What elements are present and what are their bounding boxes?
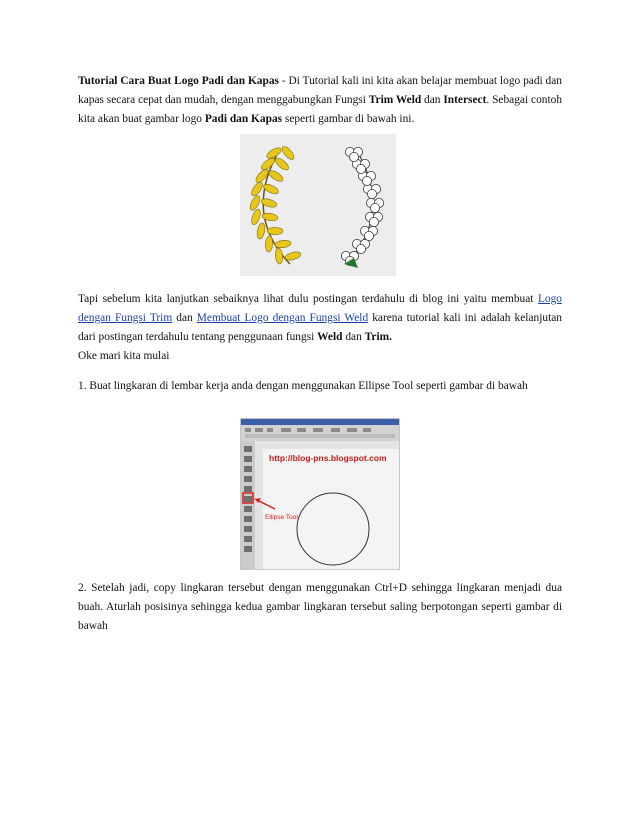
padi-grain — [260, 156, 277, 172]
padi-grain — [267, 227, 283, 234]
toolbox-icons — [244, 446, 252, 552]
reference-paragraph — [78, 290, 562, 347]
tutorial-title: Tutorial Cara Buat Logo Padi dan Kapas — [78, 75, 279, 87]
kapas-bolls — [341, 147, 383, 265]
kapas-boll — [369, 217, 378, 226]
step-1-paragraph: 1. Buat lingkaran di lembar kerja anda dengan menggunakan Ellipse Tool seperti gambar di bawah — [78, 380, 528, 392]
kapas-boll — [356, 244, 365, 253]
kapas-boll — [364, 231, 373, 240]
padi-grain — [284, 250, 301, 261]
ref-text-3: karena tutorial kali ini adalah kelanjutan dari postingan terdahulu tentang penggunaan fungsi — [78, 312, 562, 343]
canvas — [263, 449, 399, 569]
intro-text-3: . Sebagai contoh kita akan buat gambar logo — [78, 94, 563, 125]
intro-text-2: dan — [421, 94, 444, 106]
ref-text-1: Tapi sebelum kita lanjutkan sebaiknya lihat dulu postingan terdahulu di blog ini yaitu membuat — [78, 293, 538, 305]
coreldraw-screenshot — [240, 418, 400, 570]
trim-weld-term: Trim Weld — [368, 94, 422, 106]
padi-grain — [262, 212, 279, 222]
intro-paragraph — [78, 72, 562, 129]
coreldraw-screenshot-drawing — [241, 419, 399, 569]
kapas-boll — [370, 203, 379, 212]
url-watermark: http://blog-pns.blogspot.com — [269, 453, 387, 463]
horizontal-ruler — [255, 441, 399, 449]
menu-toolbar — [241, 425, 399, 441]
padi-grain — [265, 236, 273, 252]
padi-kapas-logo-drawing — [240, 134, 396, 276]
padi-grain — [249, 180, 264, 197]
ellipse-tool-label: Ellipse Tool — [265, 514, 298, 521]
padi-kapas-logo-image — [240, 134, 396, 276]
window-titlebar — [241, 419, 399, 425]
link-logo-weld[interactable]: Membuat Logo dengan Fungsi Weld — [196, 312, 369, 324]
padi-grain — [248, 194, 262, 212]
padi-grain — [275, 248, 284, 265]
kapas-boll — [349, 152, 358, 161]
start-paragraph: Oke mari kita mulai — [78, 350, 170, 362]
ref-text-4: dan — [342, 331, 365, 343]
padi-grain — [250, 208, 262, 225]
ref-text-2: dan — [172, 312, 197, 324]
padi-grain — [274, 156, 291, 172]
padi-grain — [275, 239, 292, 248]
padi-kapas-term: Padi dan Kapas — [204, 113, 283, 125]
padi-grains — [248, 145, 301, 265]
step-2-paragraph: 2. Setelah jadi, copy lingkaran tersebut dengan menggunakan Ctrl+D sehingga lingkaran menjadi dua buah. Aturlah posisinya sehingga kedua gambar lingkaran tersebut saling berpotongan seperti gambar di bawah — [78, 582, 562, 632]
intersect-term: Intersect — [443, 94, 487, 106]
kapas-boll — [367, 189, 376, 198]
intro-text-1: - Di Tutorial kali ini kita akan belajar membuat logo padi dan kapas secara cepat dan mudah, dengan menggabungkan Fungsi — [78, 75, 562, 106]
vertical-ruler — [255, 449, 263, 569]
padi-grain — [256, 222, 266, 239]
kapas-boll — [356, 164, 365, 173]
padi-grain — [280, 145, 296, 162]
intro-text-4: seperti gambar di bawah ini. — [282, 113, 415, 125]
padi-grain — [265, 146, 282, 160]
trim-term: Trim. — [364, 331, 392, 343]
kapas-boll — [362, 176, 371, 185]
link-logo-trim[interactable]: Logo dengan Fungsi Trim — [78, 293, 562, 324]
padi-grain — [262, 182, 280, 195]
weld-term: Weld — [317, 331, 343, 343]
padi-grain — [267, 169, 284, 184]
